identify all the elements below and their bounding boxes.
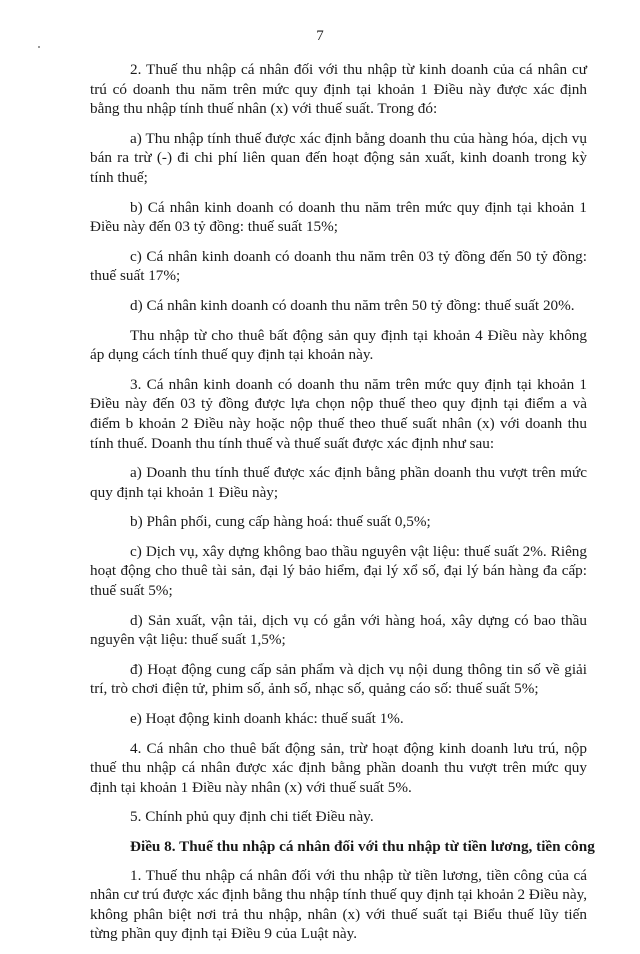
paragraph-clause-5: 5. Chính phủ quy định chi tiết Điều này. (130, 808, 374, 826)
paragraph-clause-2a: a) Thu nhập tính thuế được xác định bằng doanh thu của hàng hóa, dịch vụ bán ra trừ (-) đi chi phí liên quan đến hoạt động sản xuất, kinh doanh trong kỳ tính thuế; (90, 129, 587, 186)
paragraph-clause-3: 3. Cá nhân kinh doanh có doanh thu năm trên mức quy định tại khoản 1 Điều này đến 03 tỷ đồng được lựa chọn nộp thuế theo quy định tại điểm a và điểm b khoản 2 Điều này hoặc nộp thuế theo thuế suất nhân (x) với doanh thu tính thuế. Doanh thu tính thuế và thuế suất được xác định như sau: (90, 375, 587, 452)
paragraph-clause-3a: a) Doanh thu tính thuế được xác định bằng phần doanh thu vượt trên mức quy định tại khoản 1 Điều này; (90, 464, 587, 501)
paragraph-clause-3c: c) Dịch vụ, xây dựng không bao thầu nguyên vật liệu: thuế suất 2%. Riêng hoạt động cho thuê tài sản, đại lý bảo hiểm, đại lý xổ số, đại lý bán hàng đa cấp: thuế suất 5%; (90, 542, 587, 600)
page-number: 7 (316, 28, 324, 44)
paragraph-clause-4: 4. Cá nhân cho thuê bất động sản, trừ hoạt động kinh doanh lưu trú, nộp thuế thu nhập cá nhân được xác định bằng phần doanh thu vượt trên mức quy định tại khoản 1 Điều này nhân (x) với thuế suất 5%. (90, 739, 587, 796)
paragraph-rental-note: Thu nhập từ cho thuê bất động sản quy định tại khoản 4 Điều này không áp dụng cách tính thuế quy định tại khoản này. (90, 326, 587, 364)
paragraph-clause-3e: e) Hoạt động kinh doanh khác: thuế suất 1%. (130, 710, 404, 728)
article-8-heading: Điều 8. Thuế thu nhập cá nhân đối với thu nhập từ tiền lương, tiền công (130, 838, 595, 855)
paragraph-clause-2d: d) Cá nhân kinh doanh có doanh thu năm trên 50 tỷ đồng: thuế suất 20%. (130, 296, 575, 314)
paragraph-article-8-clause-1: 1. Thuế thu nhập cá nhân đối với thu nhập từ tiền lương, tiền công của cá nhân cư trú được xác định bằng thu nhập tính thuế quy định tại khoản 2 Điều này, không phân biệt nơi trả thu nhập, nhân (x) với thuế suất tại Biểu thuế lũy tiến từng phần quy định tại Điều 9 của Luật này. (90, 866, 587, 943)
paragraph-clause-3d: d) Sản xuất, vận tải, dịch vụ có gắn với hàng hoá, xây dựng có bao thầu nguyên vật liệu: thuế suất 1,5%; (90, 611, 587, 649)
paragraph-clause-2b: b) Cá nhân kinh doanh có doanh thu năm trên mức quy định tại khoản 1 Điều này đến 03 tỷ đồng: thuế suất 15%; (90, 198, 587, 236)
paragraph-clause-3b: b) Phân phối, cung cấp hàng hoá: thuế suất 0,5%; (130, 513, 431, 531)
document-body (90, 60, 595, 954)
paragraph-clause-2: 2. Thuế thu nhập cá nhân đối với thu nhập từ kinh doanh của cá nhân cư trú có doanh thu năm trên mức quy định tại khoản 1 Điều này được xác định bằng thu nhập tính thuế nhân (x) với thuế suất. Trong đó: (90, 61, 587, 118)
scan-speck (38, 46, 40, 48)
paragraph-clause-3dd: đ) Hoạt động cung cấp sản phẩm và dịch vụ nội dung thông tin số về giải trí, trò chơi điện tử, phim số, ảnh số, nhạc số, quảng cáo số: thuế suất 5%; (90, 660, 587, 698)
paragraph-clause-2c: c) Cá nhân kinh doanh có doanh thu năm trên 03 tỷ đồng đến 50 tỷ đồng: thuế suất 17%; (90, 247, 587, 285)
